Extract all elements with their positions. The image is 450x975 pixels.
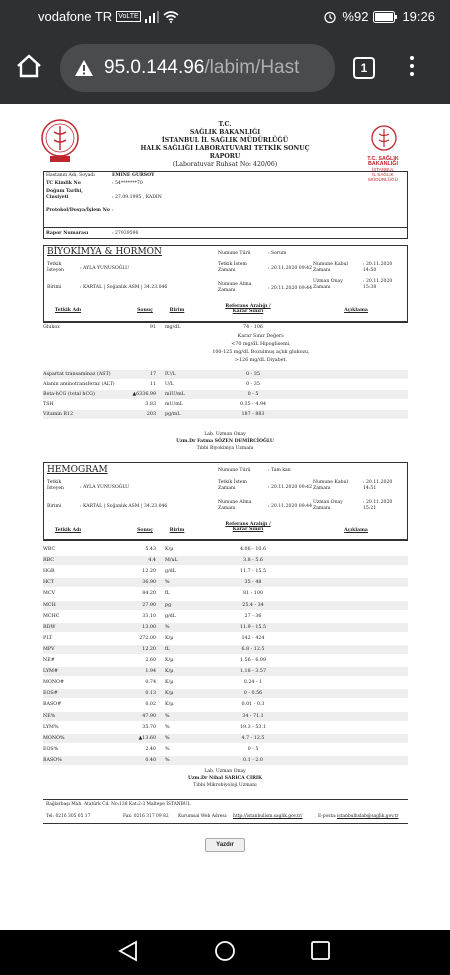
tab-switcher-button[interactable]: 1	[353, 57, 375, 79]
hemo-request-time: : 20.11.2020 09:42	[268, 485, 313, 490]
cell-name: MONO#	[43, 680, 64, 686]
table-row	[43, 612, 408, 621]
table-row	[43, 700, 408, 709]
table-row	[43, 567, 408, 576]
cell-unit: K/µ	[165, 658, 174, 663]
hemo-accept-time: : 20.11.2020 14:51	[363, 480, 393, 491]
report-title: HALK SAĞLIĞI LABORATUVARI TETKİK SONUÇ RAPORU	[140, 145, 310, 160]
patient-name: EMİNE GÜRSOY	[112, 173, 155, 178]
tc-label: T.C.	[218, 121, 232, 128]
report-page	[0, 104, 450, 930]
cell-unit: %	[165, 735, 170, 741]
bio-accept-time: : 20.11.2020 14:50	[363, 262, 393, 273]
cell-ref: 0.24 - 1	[243, 680, 263, 686]
cell-result: 84.20	[142, 591, 156, 597]
hemo-requester-label: Tetkik İsteyen	[47, 480, 65, 491]
hemo-col-unit: Birim	[169, 528, 185, 533]
email-label: E-posta:	[318, 814, 337, 819]
cell-ref: 11.7 - 15.5	[239, 569, 267, 575]
bio-unit-label: Birimi	[47, 285, 62, 290]
cell-unit: fL	[165, 591, 170, 597]
bio-col-unit: Birim	[169, 308, 185, 313]
table-row: TSH 3.83 mU/mL 0.35 - 4.94	[43, 402, 267, 407]
cell-result: 36.90	[142, 580, 156, 586]
bio-collect-time: : 20.11.2020 09:44	[268, 286, 313, 291]
hemo-unit: : KARTAL | Soğanlık ASM | 34.23.046	[80, 504, 168, 509]
cell-ref: 3.8 - 5.6	[243, 558, 263, 564]
cell-result: 27.90	[142, 602, 156, 608]
license-number: (Laboratuvar Ruhsat No: 420/06)	[172, 161, 278, 168]
cell-result: 0.02	[145, 702, 156, 708]
hemo-accept-label: Numune Kabul Zamanı	[313, 480, 348, 491]
bio-sample-type: : Serum	[268, 251, 287, 256]
cell-result: 35.70	[142, 724, 156, 730]
bio-requester-label: Tetkik İsteyen	[47, 262, 65, 273]
cell-result: 0.74	[145, 680, 156, 686]
bio-request-time-label: Tetkik İstem Zamanı	[218, 262, 247, 273]
table-row: Beta-hCG (total hCG) ▲6336.99 mIU/mL 0 - 5	[43, 390, 408, 399]
cell-result: 0.13	[145, 691, 156, 697]
signal-icon	[145, 11, 159, 23]
dob-label: Doğum Tarihi, Cinsiyeti	[46, 189, 83, 200]
cell-result: 5.43	[145, 547, 156, 552]
cell-name: LYM%	[43, 724, 59, 730]
table-row	[43, 545, 408, 554]
cell-name: MPV	[43, 646, 55, 652]
cell-unit: M/uL	[165, 558, 178, 564]
ministry-logo-right	[370, 124, 398, 154]
cell-name: HGB	[43, 569, 55, 575]
table-row	[43, 756, 408, 765]
dob-gender: : 27.09.1995 , KADIN	[112, 195, 162, 200]
table-row	[43, 689, 408, 698]
cell-ref: 27 - 36	[244, 613, 262, 619]
cell-name: RDW	[43, 624, 56, 630]
cell-name: MONO%	[43, 735, 65, 741]
cell-ref: 142 - 424	[241, 635, 265, 641]
url-path: /labim/Hast	[204, 57, 300, 78]
cell-unit: fL	[165, 646, 170, 652]
cell-ref: 34 - 71.1	[242, 713, 264, 719]
cell-ref: 0 - 5	[247, 746, 259, 752]
table-row	[43, 667, 408, 676]
status-bar	[0, 0, 450, 34]
cell-name: NE%	[43, 713, 56, 719]
cell-unit: %	[165, 724, 170, 730]
hemo-unit-label: Birimi	[47, 504, 62, 509]
hemo-sample-type: : Tam kan	[268, 468, 291, 473]
home-nav-icon[interactable]	[214, 940, 236, 962]
table-row: Alanin aminotransferaz (ALT) 11 U/L 0 - 35	[43, 382, 260, 387]
cell-ref: 0 - 0.56	[243, 691, 263, 697]
cell-ref: 1.18 - 3.57	[239, 669, 267, 675]
bio-accept-label: Numune Kabul Zamanı	[313, 262, 348, 273]
cell-name: WBC	[43, 547, 56, 552]
cell-name: RBC	[43, 558, 54, 564]
cell-result: 272.00	[139, 635, 156, 641]
bio-request-time: : 20.11.2020 09:42	[268, 266, 313, 271]
table-row	[43, 712, 408, 721]
hemo-approve-time: : 20.11.2020 15:21	[363, 500, 393, 511]
cell-result: 4.4	[148, 558, 156, 564]
report-number-label: Rapor Numarası	[46, 231, 89, 236]
table-row	[43, 623, 408, 632]
email-link[interactable]: istanbulhslab@saglik.gov.tr	[337, 814, 399, 819]
cell-ref: 35 - 48	[244, 580, 262, 586]
table-row	[43, 589, 408, 598]
web-address-label: Kurumsal Web Adresi:	[178, 814, 228, 819]
cell-ref: 19.3 - 53.1	[239, 724, 267, 730]
cell-result: 12.20	[142, 646, 156, 652]
hemo-col-ref: Referans Aralığı / Karar Sınırı	[225, 522, 271, 532]
cell-name: PLT	[43, 635, 53, 641]
directorate-name: İSTANBUL İL SAĞLIK MÜDÜRLÜĞÜ	[161, 137, 289, 144]
table-row	[43, 645, 408, 654]
bio-collect-label: Numune Alma Zamanı	[218, 282, 252, 293]
home-icon[interactable]	[16, 54, 42, 78]
cell-name: BASO%	[43, 757, 62, 763]
bio-approve-time: : 20.11.2020 15:38	[363, 279, 393, 290]
clock: 19:26	[402, 9, 435, 24]
hemo-requester: : AYLA YUNUSOĞLU	[80, 485, 130, 490]
cell-ref: 1.56 - 6.09	[239, 658, 267, 663]
hemo-collect-time: : 20.11.2020 09:44	[268, 504, 313, 509]
url-host: 95.0.144.96	[104, 57, 205, 78]
table-row	[43, 601, 408, 610]
bio-sample-type-label: Numune Türü	[218, 251, 251, 256]
bio-unit: : KARTAL | Soğanlık ASM | 34.23.046	[80, 285, 168, 290]
cell-result: 2.40	[145, 746, 156, 752]
hemo-request-time-label: Tetkik İstem Zamanı	[218, 480, 247, 491]
cell-unit: K/µ	[165, 547, 174, 552]
hemo-col-desc: Açıklama	[344, 528, 368, 533]
lab-fax: Fax: 0216 317 09 82	[123, 814, 169, 819]
bio-requester: : AYLA YUNUSOĞLU	[80, 266, 130, 271]
tc-number: : 54*******70	[112, 181, 143, 186]
table-row: Aspartat transaminaz (AST) 17 IU/L 0 - 35	[43, 370, 408, 379]
cell-result: 33.10	[142, 613, 156, 619]
cell-result: 2.60	[145, 658, 156, 663]
cell-unit: K/µ	[165, 669, 174, 675]
table-row	[43, 745, 408, 754]
cell-name: MCHC	[43, 613, 60, 619]
cell-name: BASO#	[43, 702, 62, 708]
carrier-name: vodafone TR	[38, 9, 113, 24]
cell-name: NE#	[43, 658, 55, 663]
cell-result: ▲13.60	[138, 735, 156, 741]
hemogram-section-title: HEMOGRAM	[47, 465, 108, 475]
cell-unit: g/dL	[165, 569, 176, 575]
table-row	[43, 578, 408, 587]
url-bar[interactable]	[60, 44, 335, 92]
cell-ref: 11.9 - 15.5	[239, 624, 267, 630]
table-row	[43, 634, 408, 643]
cell-ref: 4.06 - 10.6	[239, 547, 267, 552]
bio-col-ref: Referans Aralığı / Karar Sınırı	[225, 304, 271, 314]
hemo-approve-label: Uzman Onay Zamanı	[313, 500, 343, 511]
cell-unit: %	[165, 624, 170, 630]
wifi-icon	[163, 11, 179, 23]
cell-result: 47.90	[142, 713, 156, 719]
cell-name: MCH	[43, 602, 56, 608]
more-options-icon[interactable]	[410, 56, 416, 80]
lab-address: Bağlarbaşı Mah. Atatürk Cd. No:138 Kat:2-3 Maltepe İSTANBUL	[46, 802, 191, 807]
android-nav-bar	[0, 930, 450, 975]
alarm-icon	[323, 10, 337, 24]
cell-ref: 6.8 - 12.5	[241, 646, 265, 652]
cell-ref: 4.7 - 12.5	[241, 735, 265, 741]
cell-unit: %	[165, 746, 170, 752]
hemo-collect-label: Numune Alma Zamanı	[218, 500, 252, 511]
cell-ref: 25.4 - 34	[242, 602, 264, 608]
biochem-section-title: BİYOKİMYA & HORMON	[47, 247, 162, 257]
table-row	[43, 556, 408, 565]
cell-name: EOS%	[43, 746, 59, 752]
table-row	[43, 678, 408, 687]
cell-unit: g/dL	[165, 613, 176, 619]
cell-result: 12.20	[142, 569, 156, 575]
bio-approval-signature: Lab. Uzman Onay Uzm.Dr Fatma SÖZEN DEMİRCİOĞLU Tıbbi Biyokimya Uzmanı	[176, 432, 274, 451]
bio-col-result: Sonuç	[137, 308, 153, 313]
hemo-col-name: Tetkik Adı	[54, 528, 82, 533]
browser-toolbar	[0, 34, 450, 104]
cell-ref: 0.1 - 2.0	[243, 757, 263, 763]
table-row	[43, 656, 408, 665]
protocol-label: Protokol/Dosya/İşlem No	[46, 208, 110, 213]
cell-result: 1.94	[145, 669, 156, 675]
protocol-value: :	[112, 208, 114, 213]
bio-col-desc: Açıklama	[344, 308, 368, 313]
cell-result: 13.00	[142, 624, 156, 630]
not-secure-warning-icon[interactable]	[74, 59, 94, 77]
battery-percent: %92	[342, 9, 369, 24]
glucose-decision-note: Karar Sınır Değeri: <70 mg/dL Hipoglisemi, 100-125 mg/dL Bozulmuş açlık glukozu, >126 mg/dL Diyabet.	[212, 334, 310, 363]
table-row: Glukoz 91 mg/dL 74 - 106	[43, 325, 263, 330]
back-icon[interactable]	[118, 940, 138, 962]
table-row	[43, 723, 408, 732]
cell-name: HCT	[43, 580, 55, 586]
cell-unit: K/µ	[165, 691, 174, 697]
table-row	[43, 734, 408, 743]
cell-ref: 0.01 - 0.3	[241, 702, 265, 708]
right-logo-caption: T.C. SAĞLIK BAKANLIĞI İSTANBUL İL SAĞLIK MÜDÜRLÜĞÜ	[367, 156, 399, 182]
report-number: : 27939596	[112, 231, 139, 236]
recents-icon[interactable]	[311, 941, 330, 960]
cell-unit: pg	[165, 602, 172, 608]
cell-name: LYM#	[43, 669, 58, 675]
volte-badge: VoLTE	[118, 13, 139, 20]
table-row: Vitamin B12 203 pg/mL 187 - 883	[43, 410, 408, 419]
cell-unit: K/µ	[165, 680, 174, 686]
battery-icon	[373, 11, 397, 23]
bio-approve-label: Uzman Onay Zamanı	[313, 279, 343, 290]
cell-unit: %	[165, 580, 170, 586]
report-header	[40, 116, 410, 182]
cell-result: 0.40	[145, 757, 156, 763]
cell-unit: %	[165, 713, 170, 719]
print-button[interactable]: Yazdır	[205, 838, 245, 852]
hemo-col-result: Sonuç	[137, 528, 153, 533]
patient-name-label: Hastanın Adı, Soyadı	[46, 173, 95, 178]
cell-name: MCV	[43, 591, 56, 597]
cell-ref: 81 - 100	[243, 591, 263, 597]
report-title-block	[125, 121, 325, 169]
bio-col-name: Tetkik Adı	[54, 308, 82, 313]
cell-unit: %	[165, 757, 170, 763]
ministry-name: SAĞLIK BAKANLIĞI	[189, 129, 261, 136]
hemo-sample-type-label: Numune Türü	[218, 468, 251, 473]
lab-phone: Tel: 0216 305 05 17	[46, 814, 91, 819]
web-address-link[interactable]: http://istanbulism.saglik.gov.tr/	[233, 814, 303, 819]
cell-unit: K/µ	[165, 702, 174, 708]
tc-label: TC Kimlik No	[46, 181, 81, 186]
cell-name: EOS#	[43, 691, 58, 697]
hemo-approval-signature: Lab. Uzman Onay Uzm.Dr Nihal SARICA CIRIK Tıbbi Mikrobiyoloji Uzmanı	[187, 769, 263, 788]
ministry-logo-left	[40, 118, 80, 164]
cell-unit: K/µ	[165, 635, 174, 641]
